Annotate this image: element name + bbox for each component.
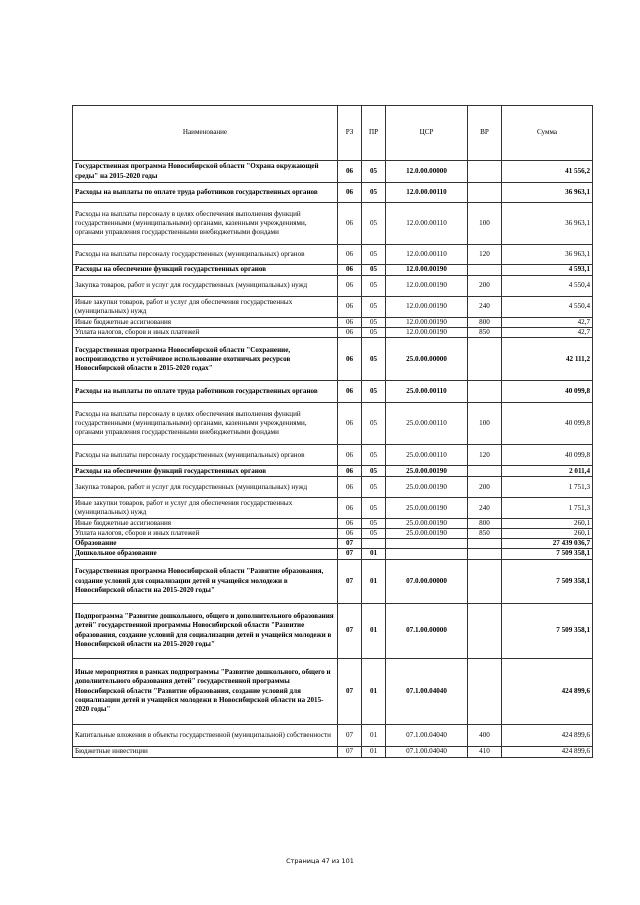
cell-csr: 07.0.00.00000	[386, 559, 468, 603]
cell-csr: 25.0.00.00110	[386, 403, 468, 445]
cell-pr: 05	[362, 477, 386, 498]
table-row	[73, 276, 593, 297]
cell-sum: 40 099,8	[502, 445, 593, 466]
table-row	[73, 519, 593, 529]
cell-pr: 05	[362, 183, 386, 203]
table-row	[73, 603, 593, 658]
cell-vr	[468, 161, 502, 183]
cell-vr	[468, 539, 502, 549]
cell-name: Расходы на выплаты персоналу в целях обеспечения выполнения функций государственными (муниципальными) органами, казенными учреждениями, органами управления государственными внебюджетными фондами	[73, 403, 338, 445]
cell-vr: 800	[468, 519, 502, 529]
cell-pr: 01	[362, 658, 386, 724]
cell-csr	[386, 549, 468, 559]
cell-vr: 120	[468, 445, 502, 466]
cell-csr: 25.0.00.00190	[386, 529, 468, 539]
cell-rz: 06	[338, 203, 362, 245]
cell-pr: 05	[362, 328, 386, 338]
cell-rz: 07	[338, 603, 362, 658]
table-row	[73, 245, 593, 265]
table-row	[73, 549, 593, 559]
cell-rz: 06	[338, 245, 362, 265]
cell-name: Дошкольное образование	[73, 549, 338, 559]
cell-vr: 850	[468, 529, 502, 539]
table-row	[73, 724, 593, 746]
table-row	[73, 403, 593, 445]
cell-csr: 25.0.00.00000	[386, 338, 468, 381]
cell-name: Иные закупки товаров, работ и услуг для обеспечения государственных (муниципальных) нужд	[73, 297, 338, 318]
cell-name: Уплата налогов, сборов и иных платежей	[73, 328, 338, 338]
cell-sum: 36 963,1	[502, 183, 593, 203]
cell-pr: 05	[362, 381, 386, 403]
cell-csr: 12.0.00.00190	[386, 318, 468, 328]
cell-csr: 12.0.00.00110	[386, 245, 468, 265]
cell-pr: 05	[362, 498, 386, 519]
cell-vr	[468, 549, 502, 559]
cell-vr: 800	[468, 318, 502, 328]
cell-sum: 27 439 036,7	[502, 539, 593, 549]
cell-vr	[468, 603, 502, 658]
cell-name: Государственная программа Новосибирской области "Охрана окружающей среды" на 2015-2020 годы	[73, 161, 338, 183]
table-body	[73, 161, 593, 758]
cell-rz: 06	[338, 445, 362, 466]
cell-pr: 01	[362, 746, 386, 757]
cell-vr	[468, 559, 502, 603]
cell-name: Расходы на выплаты персоналу в целях обеспечения выполнения функций государственными (муниципальными) органами, казенными учреждениями, органами управления государственными внебюджетными фондами	[73, 203, 338, 245]
cell-rz: 06	[338, 183, 362, 203]
cell-rz: 06	[338, 519, 362, 529]
table-row	[73, 161, 593, 183]
cell-pr: 01	[362, 559, 386, 603]
cell-rz: 06	[338, 477, 362, 498]
cell-pr: 05	[362, 403, 386, 445]
cell-pr: 05	[362, 466, 386, 477]
cell-pr: 05	[362, 529, 386, 539]
cell-rz: 06	[338, 297, 362, 318]
cell-vr	[468, 265, 502, 276]
cell-vr	[468, 338, 502, 381]
cell-rz: 07	[338, 746, 362, 757]
cell-name: Подпрограмма "Развитие дошкольного, общего и дополнительного образования детей" государственной программы Новосибирской области "Развитие образования, создание условий для социализации детей и учащейся молодежи в Новосибирской области на 2015-2020 годы"	[73, 603, 338, 658]
cell-vr: 100	[468, 403, 502, 445]
cell-rz: 06	[338, 381, 362, 403]
cell-sum: 4 550,4	[502, 297, 593, 318]
cell-sum: 40 099,8	[502, 403, 593, 445]
cell-sum: 7 509 358,1	[502, 603, 593, 658]
cell-sum: 42 111,2	[502, 338, 593, 381]
table-row	[73, 328, 593, 338]
cell-vr: 200	[468, 276, 502, 297]
cell-csr: 12.0.00.00110	[386, 183, 468, 203]
cell-rz: 06	[338, 318, 362, 328]
cell-name: Расходы на выплаты по оплате труда работников государственных органов	[73, 381, 338, 403]
cell-csr: 25.0.00.00190	[386, 498, 468, 519]
page-number: Страница 47 из 101	[286, 857, 354, 865]
cell-csr: 12.0.00.00190	[386, 276, 468, 297]
cell-pr: 05	[362, 519, 386, 529]
cell-csr	[386, 539, 468, 549]
cell-sum: 42,7	[502, 328, 593, 338]
cell-rz: 06	[338, 265, 362, 276]
cell-pr: 01	[362, 549, 386, 559]
header-pr: ПР	[362, 106, 386, 161]
cell-rz: 06	[338, 161, 362, 183]
cell-pr: 05	[362, 297, 386, 318]
table-row	[73, 658, 593, 724]
cell-csr: 12.0.00.00110	[386, 203, 468, 245]
cell-sum: 4 550,4	[502, 276, 593, 297]
cell-csr: 12.0.00.00190	[386, 328, 468, 338]
cell-rz: 06	[338, 276, 362, 297]
cell-sum: 41 556,2	[502, 161, 593, 183]
cell-sum: 7 509 358,1	[502, 559, 593, 603]
cell-name: Иные бюджетные ассигнования	[73, 318, 338, 328]
cell-rz: 07	[338, 539, 362, 549]
cell-name: Уплата налогов, сборов и иных платежей	[73, 529, 338, 539]
cell-name: Расходы на выплаты по оплате труда работников государственных органов	[73, 183, 338, 203]
cell-csr: 12.0.00.00000	[386, 161, 468, 183]
table-row	[73, 477, 593, 498]
cell-rz: 06	[338, 328, 362, 338]
cell-sum: 424 899,6	[502, 724, 593, 746]
cell-vr: 240	[468, 498, 502, 519]
cell-vr: 100	[468, 203, 502, 245]
cell-csr: 07.1.00.04040	[386, 746, 468, 757]
cell-rz: 07	[338, 724, 362, 746]
cell-name: Иные мероприятия в рамках подпрограммы "Развитие дошкольного, общего и дополнительного образования детей" государственной программы Новосибирской области "Развитие образования, создание условий для социализации детей и учащейся молодежи в Новосибирской области на 2015-2020 годы"	[73, 658, 338, 724]
table-row	[73, 559, 593, 603]
cell-pr: 05	[362, 445, 386, 466]
cell-vr: 850	[468, 328, 502, 338]
cell-csr: 25.0.00.00190	[386, 477, 468, 498]
cell-sum: 1 751,3	[502, 477, 593, 498]
cell-vr	[468, 466, 502, 477]
cell-sum: 40 099,8	[502, 381, 593, 403]
cell-rz: 06	[338, 466, 362, 477]
cell-name: Капитальные вложения в объекты государственной (муниципальной) собственности	[73, 724, 338, 746]
cell-pr: 05	[362, 203, 386, 245]
cell-rz: 06	[338, 529, 362, 539]
cell-rz: 07	[338, 658, 362, 724]
cell-vr: 200	[468, 477, 502, 498]
table-row	[73, 381, 593, 403]
cell-pr: 05	[362, 276, 386, 297]
table-row	[73, 203, 593, 245]
cell-sum: 42,7	[502, 318, 593, 328]
cell-sum: 4 593,1	[502, 265, 593, 276]
cell-sum: 36 963,1	[502, 245, 593, 265]
cell-sum: 424 899,6	[502, 746, 593, 757]
table-header-row	[73, 106, 593, 161]
cell-sum: 424 899,6	[502, 658, 593, 724]
table-row	[73, 183, 593, 203]
table-row	[73, 265, 593, 276]
cell-pr: 05	[362, 265, 386, 276]
table-row	[73, 746, 593, 757]
cell-name: Образование	[73, 539, 338, 549]
table-row	[73, 338, 593, 381]
cell-rz: 06	[338, 403, 362, 445]
cell-pr: 05	[362, 318, 386, 328]
cell-sum: 260,1	[502, 529, 593, 539]
header-sum: Сумма	[502, 106, 593, 161]
cell-vr: 400	[468, 724, 502, 746]
cell-pr: 05	[362, 338, 386, 381]
table-row	[73, 498, 593, 519]
cell-vr: 240	[468, 297, 502, 318]
cell-name: Иные бюджетные ассигнования	[73, 519, 338, 529]
cell-sum: 2 011,4	[502, 466, 593, 477]
cell-rz: 07	[338, 559, 362, 603]
cell-sum: 7 509 358,1	[502, 549, 593, 559]
cell-csr: 25.0.00.00110	[386, 381, 468, 403]
cell-name: Расходы на выплаты персоналу государственных (муниципальных) органов	[73, 445, 338, 466]
table-row	[73, 529, 593, 539]
table-row	[73, 445, 593, 466]
header-vr: ВР	[468, 106, 502, 161]
cell-csr: 25.0.00.00190	[386, 519, 468, 529]
cell-vr: 410	[468, 746, 502, 757]
cell-vr	[468, 381, 502, 403]
cell-name: Бюджетные инвестиции	[73, 746, 338, 757]
cell-name: Расходы на обеспечение функций государственных органов	[73, 265, 338, 276]
header-name: Наименование	[73, 106, 338, 161]
cell-vr	[468, 183, 502, 203]
header-csr: ЦСР	[386, 106, 468, 161]
cell-name: Государственная программа Новосибирской области "Сохранение, воспроизводство и устойчивое использование охотничьих ресурсов Новосибирской области в 2015-2020 годах"	[73, 338, 338, 381]
cell-rz: 07	[338, 549, 362, 559]
cell-csr: 25.0.00.00190	[386, 466, 468, 477]
cell-name: Закупка товаров, работ и услуг для государственных (муниципальных) нужд	[73, 276, 338, 297]
table-row	[73, 318, 593, 328]
budget-table	[72, 105, 593, 758]
cell-sum: 260,1	[502, 519, 593, 529]
cell-vr	[468, 658, 502, 724]
cell-csr: 12.0.00.00190	[386, 297, 468, 318]
cell-sum: 1 751,3	[502, 498, 593, 519]
cell-rz: 06	[338, 498, 362, 519]
cell-csr: 07.1.00.04040	[386, 658, 468, 724]
table-row	[73, 297, 593, 318]
cell-vr: 120	[468, 245, 502, 265]
cell-name: Расходы на обеспечение функций государственных органов	[73, 466, 338, 477]
cell-pr: 01	[362, 724, 386, 746]
table-row	[73, 466, 593, 477]
table-row	[73, 539, 593, 549]
cell-name: Иные закупки товаров, работ и услуг для обеспечения государственных (муниципальных) нужд	[73, 498, 338, 519]
cell-pr: 05	[362, 161, 386, 183]
cell-csr: 07.1.00.04040	[386, 724, 468, 746]
cell-sum: 36 963,1	[502, 203, 593, 245]
cell-csr: 12.0.00.00190	[386, 265, 468, 276]
cell-name: Закупка товаров, работ и услуг для государственных (муниципальных) нужд	[73, 477, 338, 498]
cell-pr: 05	[362, 245, 386, 265]
cell-pr	[362, 539, 386, 549]
cell-csr: 07.1.00.00000	[386, 603, 468, 658]
cell-rz: 06	[338, 338, 362, 381]
cell-pr: 01	[362, 603, 386, 658]
header-rz: РЗ	[338, 106, 362, 161]
cell-name: Расходы на выплаты персоналу государственных (муниципальных) органов	[73, 245, 338, 265]
cell-csr: 25.0.00.00110	[386, 445, 468, 466]
cell-name: Государственная программа Новосибирской области "Развитие образования, создание условий для социализации детей и учащейся молодежи в Новосибирской области на 2015-2020 годы"	[73, 559, 338, 603]
